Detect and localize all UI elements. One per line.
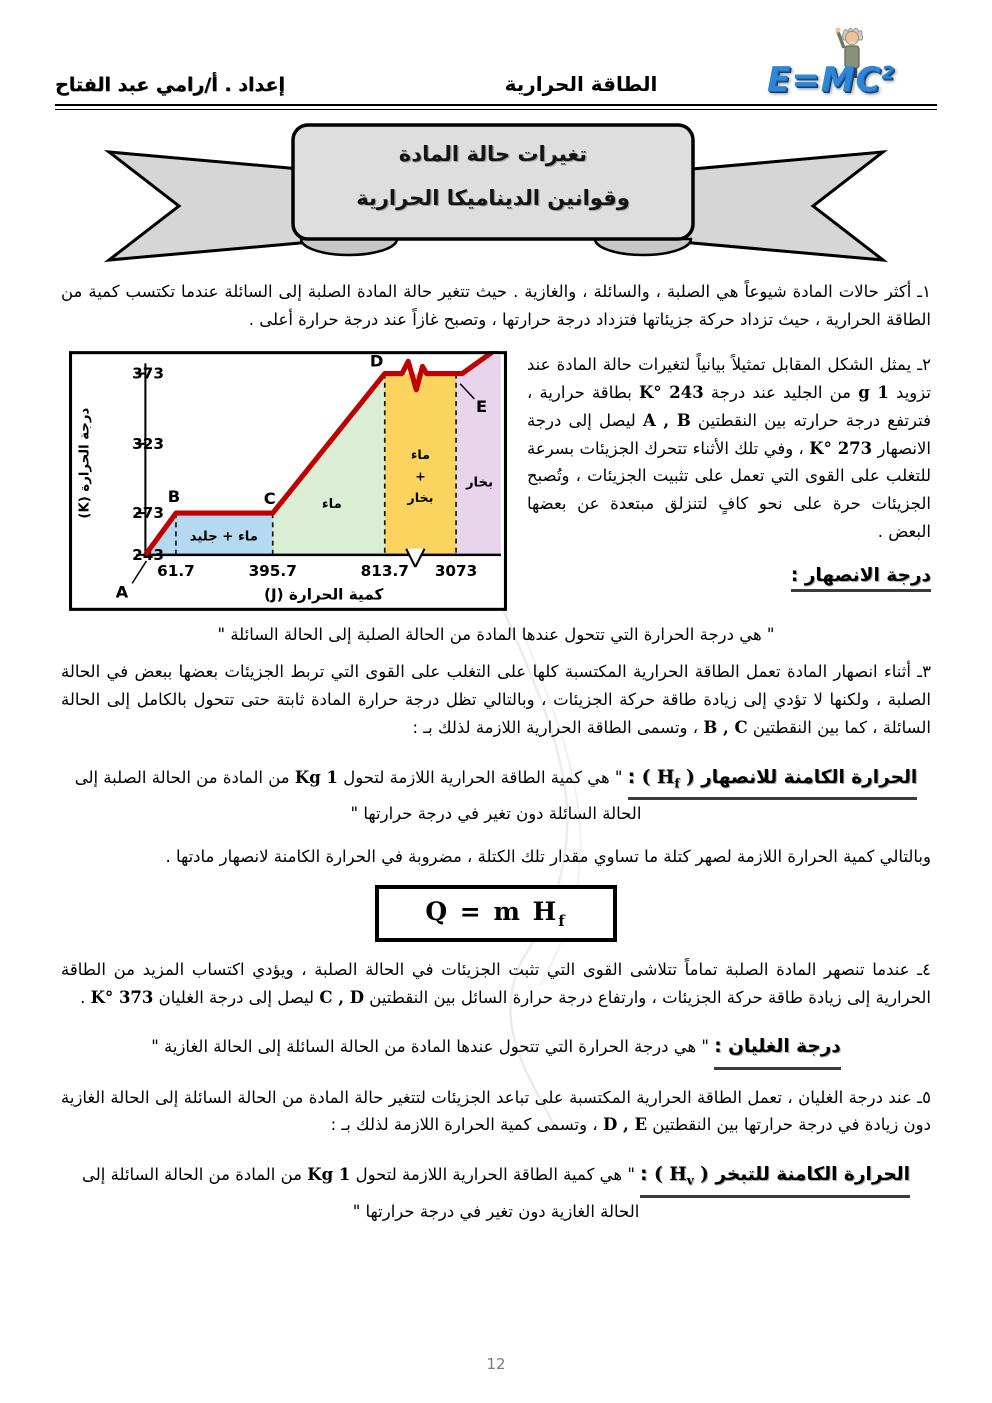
svg-text:B: B [167, 487, 181, 507]
colon: : [627, 766, 636, 788]
banner-line-1: تغيرات حالة المادة [398, 142, 588, 166]
svg-text:ماء + جليد: ماء + جليد [189, 530, 258, 546]
text-segment: ٣ـ أثناء انصهار المادة تعمل الطاقة الحرارية المكتسبة كلها على التغلب على القوى التي تربط الجزيئات بعضها ببعض في الحالة الصلبة ، ولكنها لا تؤدي إلى زيادة طاقة حركة الجزيئات ، وبالتالي تظل درجة حرارة المادة ثابتة حتى تتحول بالكامل إلى الحالة السائلة ، كما بين النقطتين [61, 662, 931, 737]
text-segment: ٤ـ عندما تنصهر المادة الصلبة تماماً تتلاشى القوى التي تثبت الجزيئات في الحالة الصلبة ، ويؤدي اكتساب المزيد من الطاقة الحرارية إلى زيادة طاقة حركة الجزيئات ، وارتفاع درجة حرارة السائل بين النقطتين [61, 959, 931, 1007]
text-segment: من المادة من الحالة السائلة إلى الحالة الغازية دون تغير في درجة حرارتها " [82, 1165, 640, 1221]
bold-term: 1 Kg [294, 767, 338, 787]
latent-vapor-block [61, 1159, 931, 1227]
melting-point-heading-block [527, 565, 931, 592]
logo-exponent: 2 [881, 62, 896, 84]
page-header [55, 30, 937, 102]
text-segment: من المادة من الحالة الصلبة إلى الحالة السائلة دون تغير في درجة حرارتها " [74, 767, 642, 824]
paren: ) [679, 766, 695, 788]
melting-point-heading: درجة الانصهار : [791, 565, 931, 592]
svg-text:61.7: 61.7 [157, 562, 195, 581]
svg-text:C: C [263, 489, 276, 509]
colon: : [640, 1164, 648, 1186]
text-segment: ، وفي تلك الأثناء تتحرك الجزيئات بسرعة للتغلب على القوى التي تعمل على تثبيت الجزيئات ، وتُصبح الجزيئات حرة على نحو كافٍ لتنزلق مبتعدة عن بعضها البعض . [527, 438, 931, 541]
paren: ( [654, 1164, 670, 1186]
text-segment: ٥ـ عند درجة الغليان ، تعمل الطاقة الحرارية المكتسبة على تباعد الجزيئات لتتغير حالة المادة من الحالة السائلة إلى الحالة الغازية دون زيادة في درجة حرارتها بين النقطتين [61, 1087, 931, 1135]
formula-box [375, 885, 616, 942]
paragraph-3 [61, 658, 931, 741]
symbol-letter: H [656, 766, 675, 788]
paragraph-4 [61, 956, 931, 1011]
bold-term: B , C [703, 717, 748, 737]
text-segment: ، وتسمى الطاقة الحرارية اللازمة لذلك بـ : [412, 717, 704, 737]
symbol-subscript: f [674, 776, 680, 791]
text-segment: ٢ـ يمثل الشكل المقابل تمثيلاً بيانياً لتغيرات حالة المادة عند تزويد [527, 355, 931, 403]
bold-term: 1 g [858, 383, 889, 403]
logo-text [767, 60, 895, 100]
paren: ( [641, 766, 657, 788]
svg-text:323: 323 [132, 435, 165, 454]
bold-term: 243 °K [639, 383, 704, 403]
svg-text:3073: 3073 [434, 562, 478, 581]
text-segment: ليصل إلى درجة الغليان [153, 987, 320, 1007]
latent-fusion-heading [628, 762, 918, 801]
text-segment: من الجليد عند درجة [703, 383, 859, 403]
bold-term: A , B [642, 410, 691, 430]
paren: ) [693, 1164, 709, 1186]
title-banner [101, 122, 891, 264]
banner-line-2: وقوانين الديناميكا الحرارية [356, 186, 630, 210]
svg-text:373: 373 [132, 365, 165, 384]
heading-text: الحرارة الكامنة للتبخر [715, 1164, 910, 1186]
svg-text:+: + [415, 469, 426, 485]
svg-text:درجة الحرارة (K): درجة الحرارة (K) [77, 408, 93, 520]
boiling-point-heading: درجة الغليان : [714, 1031, 841, 1069]
hv-symbol [654, 1164, 709, 1188]
text-segment: " هي كمية الطاقة الحرارية اللازمة لتحول [338, 767, 623, 787]
svg-text:كمية الحرارة (J): كمية الحرارة (J) [263, 586, 384, 605]
paragraph-2 [527, 351, 931, 545]
formula-main: Q = m H [425, 896, 559, 926]
bold-term: C , D [319, 987, 365, 1007]
hf-symbol [641, 766, 695, 791]
phase-chart-svg [69, 351, 507, 611]
melting-point-definition: " هي درجة الحرارة التي تتحول عندها المادة من الحالة الصلبة إلى الحالة السائلة " [217, 625, 775, 645]
paragraph-1: ١ـ أكثر حالات المادة شيوعاً هي الصلبة ، والسائلة ، والغازية . حيث تتغير حالة المادة الصلبة إلى السائلة عندما تكتسب كمية من الطاقة الحرارية ، حيث تزداد حركة جزيئاتها فتزداد درجة حرارتها ، وتصبح غازاً عند درجة حرارة أعلى . [61, 282, 931, 329]
bold-term: 373 °K [90, 987, 154, 1007]
logo-main: E=MC [767, 60, 882, 100]
svg-text:ماء: ماء [410, 448, 430, 464]
paragraph-2-column [521, 351, 937, 592]
text-segment: ليصل إلى درجة الانصهار [527, 410, 931, 458]
svg-text:E: E [475, 397, 488, 417]
page-number: 12 [486, 1355, 506, 1373]
bold-term: 1 Kg [307, 1165, 351, 1185]
phase-change-chart [69, 351, 507, 611]
svg-text:395.7: 395.7 [248, 562, 297, 581]
heading-text: الحرارة الكامنة للانصهار [701, 766, 918, 788]
formula-subscript: f [558, 911, 567, 930]
svg-text:D: D [369, 351, 384, 371]
emc2-logo [757, 30, 937, 102]
svg-text:813.7: 813.7 [360, 562, 409, 581]
svg-text:243: 243 [132, 546, 165, 565]
svg-text:273: 273 [132, 504, 165, 523]
header-divider [55, 104, 937, 110]
symbol-subscript: v [686, 1173, 694, 1188]
bold-term: D , E [602, 1115, 648, 1135]
prepared-by: إعداد . أ/رامي عبد الفتاح [55, 74, 285, 96]
latent-fusion-block [61, 762, 931, 830]
svg-text:بخار: بخار [465, 476, 494, 492]
text-segment: ، وتسمى كمية الحرارة اللازمة لذلك بـ : [330, 1115, 603, 1135]
text-segment: " هي كمية الطاقة الحرارية اللازمة لتحول [350, 1165, 635, 1185]
latent-vapor-heading [640, 1159, 910, 1198]
page-title: الطاقة الحرارية [504, 72, 658, 96]
boiling-point-block [61, 1031, 931, 1069]
text-segment: . [80, 987, 91, 1007]
svg-text:A: A [115, 583, 129, 603]
bold-term: 273 °K [809, 438, 873, 458]
boiling-point-definition: " هي درجة الحرارة التي تتحول عندها المادة من الحالة السائلة إلى الحالة الغازية " [151, 1037, 709, 1057]
text-segment: بطاقة حرارية ، فترتفع درجة حرارته بين النقطتين [527, 383, 931, 430]
symbol-letter: H [669, 1164, 687, 1186]
chart-section [55, 351, 937, 611]
svg-text:بخار: بخار [407, 491, 434, 507]
mass-note: وبالتالي كمية الحرارة اللازمة لصهر كتلة ما تساوي مقدار تلك الكتلة ، مضروبة في الحرارة الكامنة لانصهار مادتها . [165, 847, 931, 867]
svg-text:ماء: ماء [321, 497, 342, 513]
paragraph-5 [61, 1084, 931, 1139]
